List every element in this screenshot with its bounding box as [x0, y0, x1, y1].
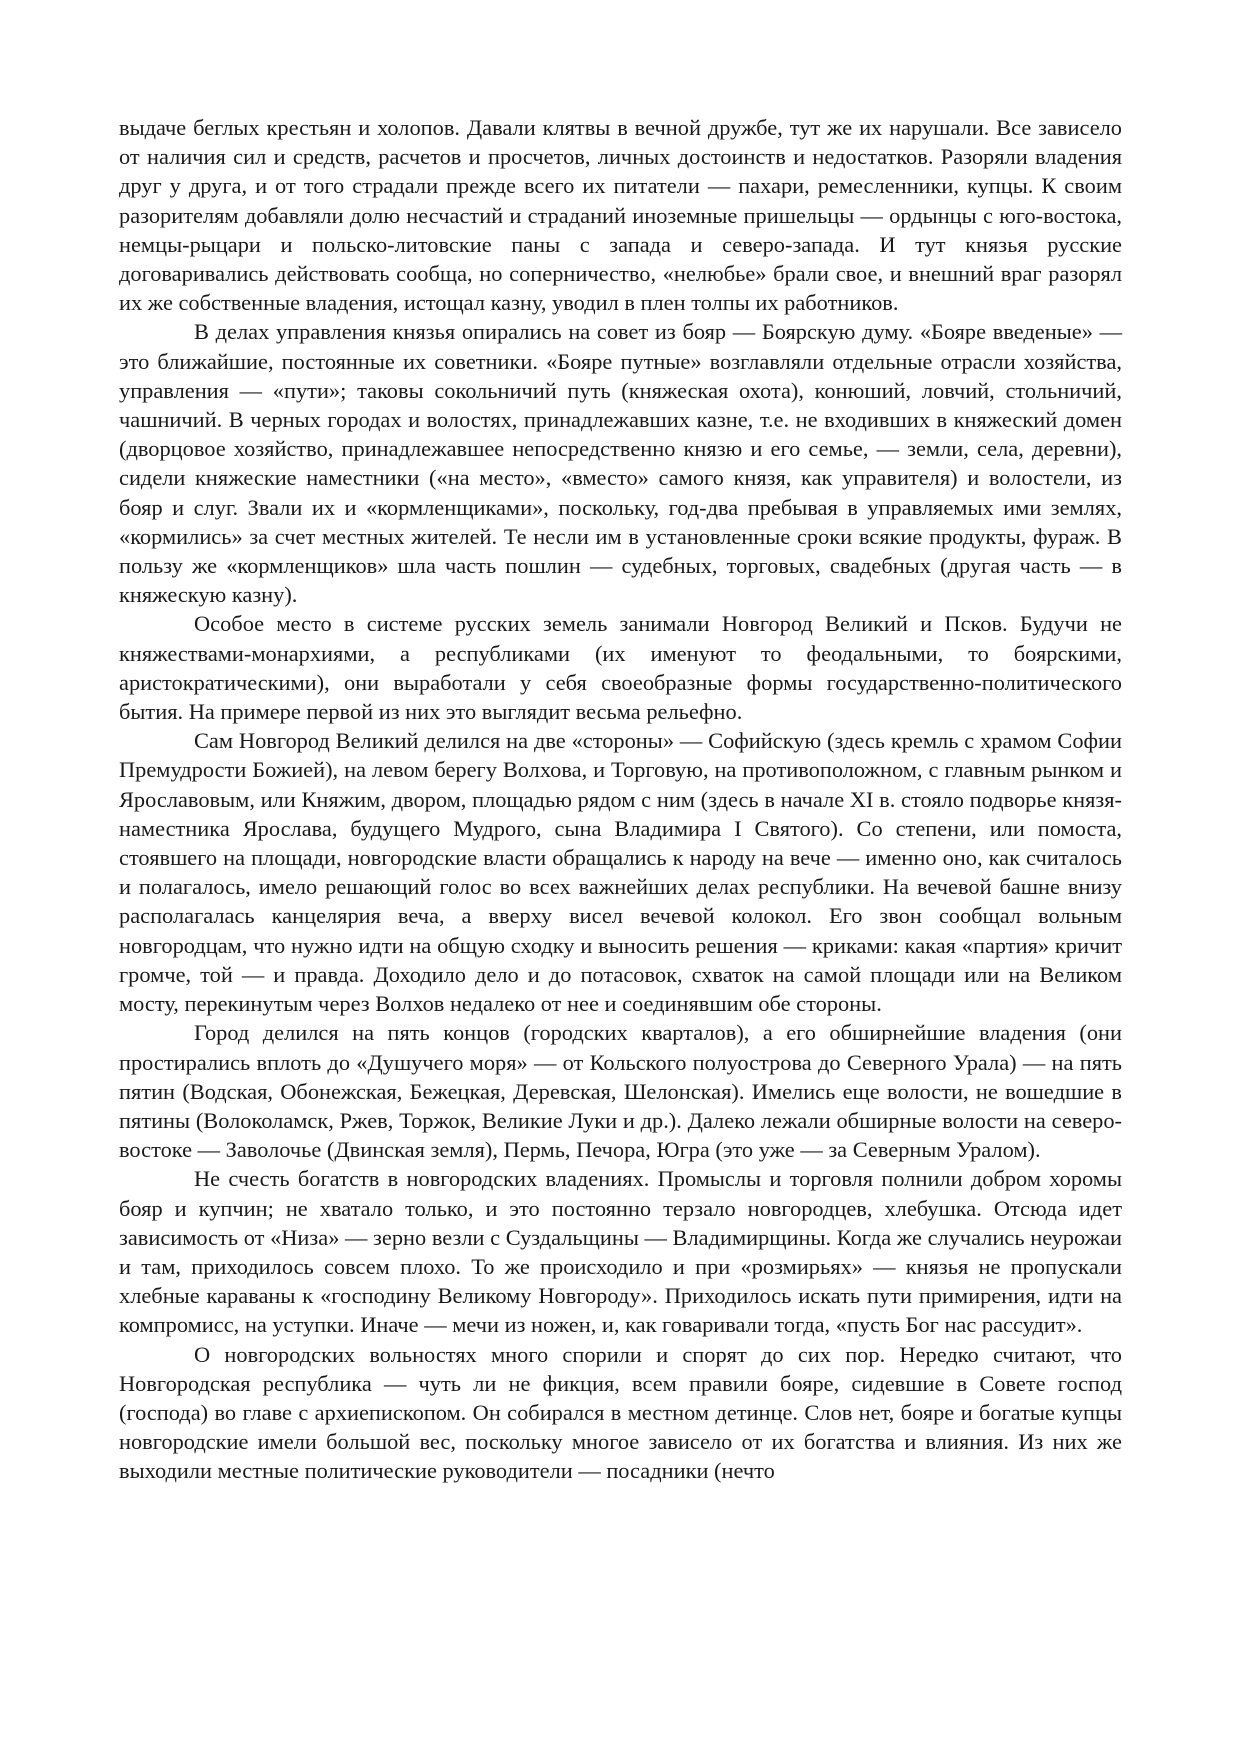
paragraph-city-districts: Город делился на пять концов (городских кварталов), а его обширнейшие владения (они простирались вплоть до «Душучего моря» — от Кольского полуострова до Северного Урала) — на пять пятин (Водская, Обонежская, Бежецкая, Деревская, Шелонская). Имелись еще волости, не вошедшие в пятины (Волоколамск, Ржев, Торжок, Великие Луки и др.). Далеко лежали обширные волости на северо-востоке — Заволочье (Двинская земля), Пермь, Печора, Югра (это уже — за Северным Уралом). — [119, 1020, 1122, 1163]
document-page — [119, 113, 1122, 1486]
paragraph-novgorod-sides: Сам Новгород Великий делился на две «стороны» — Софийскую (здесь кремль с храмом Софии Премудрости Божией), на левом берегу Волхова, и Торговую, на противоположном, с главным рынком и Ярославовым, или Княжим, двором, площадью рядом с ним (здесь в начале XI в. стояло подворье князя-наместника Ярослава, будущего Мудрого, сына Владимира I Святого). Со степени, или помоста, стоявшего на площади, новгородские власти обращались к народу на вече — именно оно, как считалось и полагалось, имело решающий голос во всех важнейших делах республики. На вечевой башне внизу располагалась канцелярия веча, а вверху висел вечевой колокол. Его звон сообщал вольным новгородцам, что нужно идти на общую сходку и выносить решения — криками: какая «партия» кричит громче, той — и правда. Доходило дело и до потасовок, схваток на самой площади или на Великом мосту, перекинутым через Волхов недалеко от нее и соединявшим обе стороны. — [119, 728, 1122, 1017]
paragraph-boyar-duma: В делах управления князья опирались на совет из бояр — Боярскую думу. «Бояре введеные» — это ближайшие, постоянные их советники. «Бояре путные» возглавляли отдельные отрасли хозяйства, управления — «пути»; таковы сокольничий путь (княжеская охота), конюший, ловчий, стольничий, чашничий. В черных городах и волостях, принадлежавших казне, т.е. не входивших в княжеский домен (дворцовое хозяйство, принадлежавшее непосредственно князю и его семье, — земли, села, деревни), сидели княжеские наместники («на место», «вместо» самого князя, как управителя) и волостели, из бояр и слуг. Звали их и «кормленщиками», поскольку, год-два пребывая в управляемых ими землях, «кормились» за счет местных жителей. Те несли им в установленные сроки всякие продукты, фураж. В пользу же «кормленщиков» шла часть пошлин — судебных, торговых, свадебных (другая часть — в княжескую казну). — [119, 319, 1122, 608]
paragraph-riches: Не счесть богатств в новгородских владениях. Промыслы и торговля полнили добром хоромы бояр и купчин; не хватало только, и это постоянно терзало новгородцев, хлебушка. Отсюда идет зависимость от «Низа» — зерно везли с Суздальщины — Владимирщины. Когда же случались неурожаи и там, приходилось совсем плохо. То же происходило и при «розмирьях» — князья не пропускали хлебные караваны к «господину Великому Новгороду». Приходилось искать пути примирения, идти на компромисс, на уступки. Иначе — мечи из ножен, и, как говаривали тогда, «пусть Бог нас рассудит». — [119, 1166, 1122, 1338]
paragraph-novgorod-pskov: Особое место в системе русских земель занимали Новгород Великий и Псков. Будучи не княжествами-монархиями, а республиками (их именуют то феодальными, то боярскими, аристократическими), они выработали у себя своеобразные формы государственно-политического бытия. На примере первой из них это выглядит весьма рельефно. — [119, 611, 1122, 725]
paragraph-liberties: О новгородских вольностях много спорили и спорят до сих пор. Нередко считают, что Новгородская республика — чуть ли не фикция, всем правили бояре, сидевшие в Совете господ (господа) во главе с архиепископом. Он собирался в местном детинце. Слов нет, бояре и богатые купцы новгородские имели большой вес, поскольку многое зависело от их богатства и влияния. Из них же выходили местные политические руководители — посадники (нечто — [119, 1341, 1122, 1484]
paragraph-continuation: выдаче беглых крестьян и холопов. Давали клятвы в вечной дружбе, тут же их нарушали. Все зависело от наличия сил и средств, расчетов и просчетов, личных достоинств и недостатков. Разоряли владения друг у друга, и от того страдали прежде всего их питатели — пахари, ремесленники, купцы. К своим разорителям добавляли долю несчастий и страданий иноземные пришельцы — ордынцы с юго-востока, немцы-рыцари и польско-литовские паны с запада и северо-запада. И тут князья русские договаривались действовать сообща, но соперничество, «нелюбье» брали свое, и внешний враг разорял их же собственные владения, истощал казну, уводил в плен толпы их работников. — [119, 115, 1122, 316]
